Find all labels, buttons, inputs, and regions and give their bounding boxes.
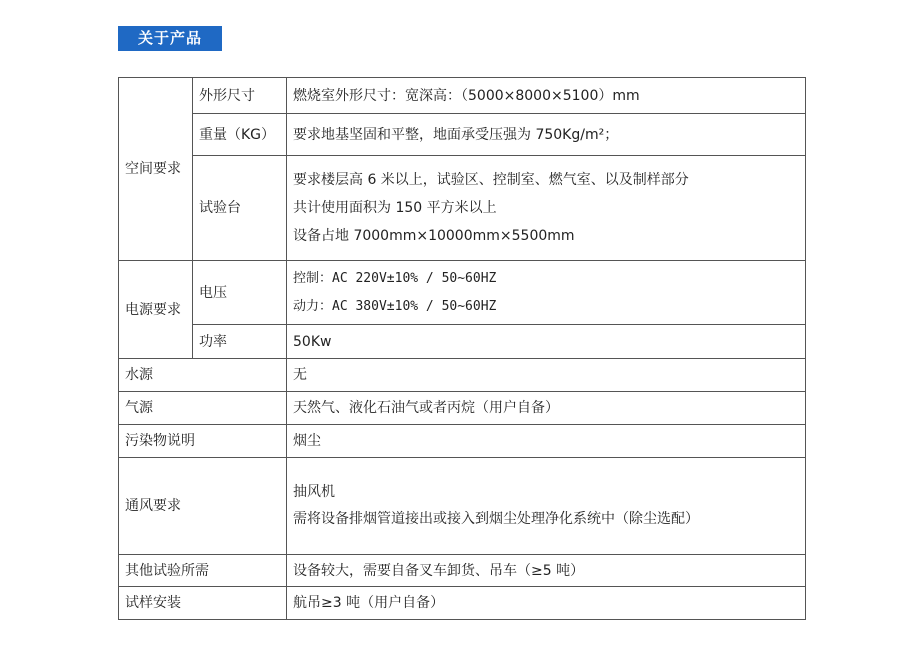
- bench-line: 设备占地 7000mm×10000mm×5500mm: [293, 228, 575, 244]
- bench-line: 共计使用面积为 150 平方米以上: [293, 200, 497, 216]
- ventilation-value: [287, 458, 806, 555]
- product-spec-table: [118, 77, 806, 620]
- table-row: [119, 156, 806, 261]
- ventilation-line: 需将设备排烟管道接出或接入到烟尘处理净化系统中（除尘选配）: [293, 511, 699, 527]
- bench-line: 要求楼层高 6 米以上，试验区、控制室、燃气室、以及制样部分: [293, 172, 689, 188]
- table-row: [119, 114, 806, 156]
- water-value: 无: [287, 359, 806, 392]
- pollutant-label: 污染物说明: [119, 425, 287, 458]
- wattage-value: 50Kw: [287, 325, 806, 359]
- bench-label: 试验台: [193, 156, 287, 261]
- install-value: 航吊≥3 吨（用户自备）: [287, 587, 806, 620]
- wattage-label: 功率: [193, 325, 287, 359]
- table-row: [119, 587, 806, 620]
- bench-value: [287, 156, 806, 261]
- voltage-value: [287, 261, 806, 325]
- section-title: 关于产品: [118, 26, 222, 51]
- other-needs-label: 其他试验所需: [119, 555, 287, 587]
- table-row: [119, 392, 806, 425]
- table-row: [119, 78, 806, 114]
- ventilation-line: 抽风机: [293, 484, 335, 500]
- table-row: [119, 555, 806, 587]
- pollutant-value: 烟尘: [287, 425, 806, 458]
- install-label: 试样安装: [119, 587, 287, 620]
- other-needs-value: 设备较大，需要自备叉车卸货、吊车（≥5 吨）: [287, 555, 806, 587]
- weight-value: 要求地基坚固和平整，地面承受压强为 750Kg/m²；: [287, 114, 806, 156]
- gas-value: 天然气、液化石油气或者丙烷（用户自备）: [287, 392, 806, 425]
- size-value: 燃烧室外形尺寸：宽深高：（5000×8000×5100）mm: [287, 78, 806, 114]
- table-row: [119, 425, 806, 458]
- voltage-line: 动力：AC 380V±10% / 50~60HZ: [293, 298, 497, 314]
- weight-label: 重量（KG）: [193, 114, 287, 156]
- table-row: [119, 359, 806, 392]
- power-requirement-label: 电源要求: [119, 261, 193, 359]
- table-row: [119, 325, 806, 359]
- size-label: 外形尺寸: [193, 78, 287, 114]
- ventilation-label: 通风要求: [119, 458, 287, 555]
- voltage-line: 控制：AC 220V±10% / 50~60HZ: [293, 270, 497, 286]
- space-requirement-label: 空间要求: [119, 78, 193, 261]
- table-row: [119, 261, 806, 325]
- water-label: 水源: [119, 359, 287, 392]
- table-row: [119, 458, 806, 555]
- gas-label: 气源: [119, 392, 287, 425]
- voltage-label: 电压: [193, 261, 287, 325]
